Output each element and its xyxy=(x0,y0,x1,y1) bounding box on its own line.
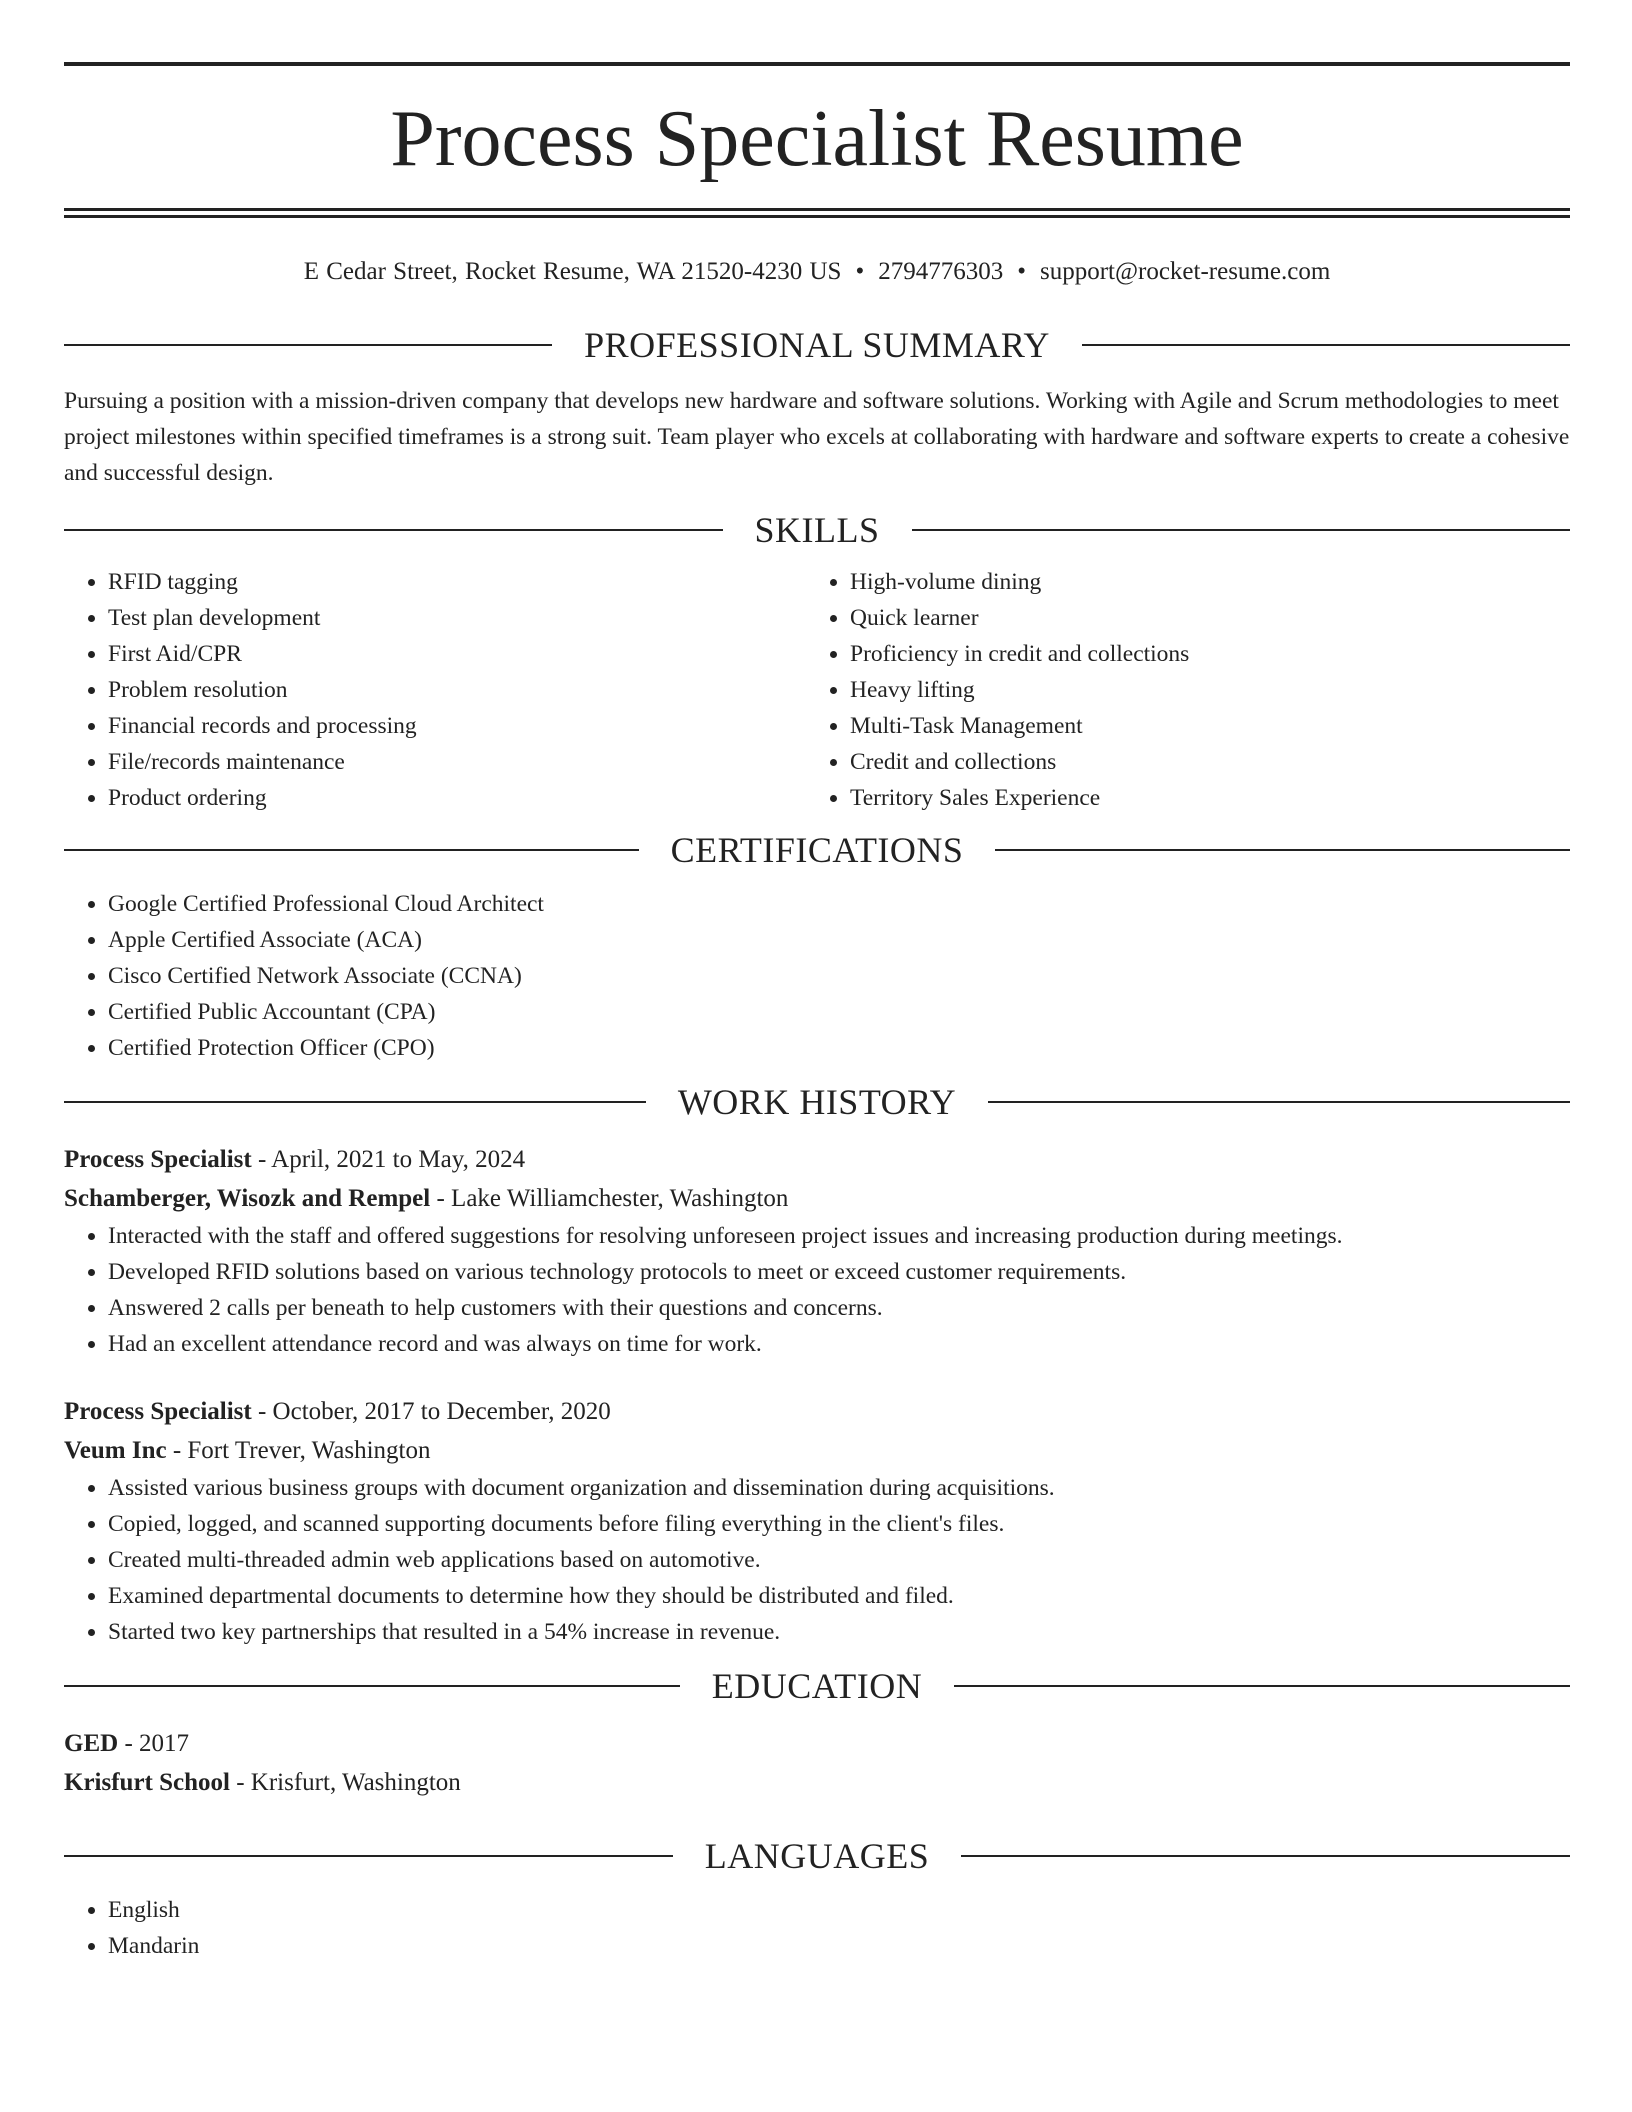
job-dates: - April, 2021 to May, 2024 xyxy=(251,1146,526,1173)
heading-rule xyxy=(995,849,1570,851)
skills-list xyxy=(64,564,1570,816)
certification-item: • Apple Certified Associate (ACA) xyxy=(108,922,1570,958)
section-title: WORK HISTORY xyxy=(677,1082,957,1122)
job-bullet: • Created multi-threaded admin web applications based on automotive. xyxy=(108,1542,1570,1578)
education-year: - 2017 xyxy=(118,1730,190,1757)
job-location: - Lake Williamchester, Washington xyxy=(430,1185,789,1212)
language-item: • Mandarin xyxy=(108,1928,1570,1964)
skill-item: • Test plan development xyxy=(108,600,806,636)
resume-page xyxy=(64,0,1570,1964)
job-company-line xyxy=(64,1179,1570,1218)
certification-item: • Certified Protection Officer (CPO) xyxy=(108,1030,1570,1066)
heading-rule xyxy=(64,1685,680,1687)
job-bullet: • Assisted various business groups with document organization and dissemination during acquisitions. xyxy=(108,1470,1570,1506)
certifications-list xyxy=(64,886,1570,1066)
section-heading-work-history xyxy=(64,1080,1570,1124)
education-degree-line xyxy=(64,1724,1570,1763)
skill-item: • Heavy lifting xyxy=(850,672,1548,708)
languages-list xyxy=(64,1892,1570,1964)
heading-rule xyxy=(961,1855,1570,1857)
skill-item: • Proficiency in credit and collections xyxy=(850,636,1548,672)
certification-item: • Google Certified Professional Cloud Architect xyxy=(108,886,1570,922)
skill-item: • Product ordering xyxy=(108,780,806,816)
heading-rule xyxy=(64,529,723,531)
education-degree: GED xyxy=(64,1730,119,1757)
section-heading-skills xyxy=(64,508,1570,552)
section-title: CERTIFICATIONS xyxy=(670,830,964,870)
job-bullet: • Developed RFID solutions based on various technology protocols to meet or exceed customer requirements. xyxy=(108,1254,1570,1290)
section-title: PROFESSIONAL SUMMARY xyxy=(584,325,1050,365)
resume-title: Process Specialist Resume xyxy=(390,95,1244,183)
top-rule xyxy=(64,62,1570,66)
skill-item: • High-volume dining xyxy=(850,564,1548,600)
job-bullet: • Copied, logged, and scanned supporting documents before filing everything in the client's files. xyxy=(108,1506,1570,1542)
job-bullet: • Interacted with the staff and offered suggestions for resolving unforeseen project issues and increasing production during meetings. xyxy=(108,1218,1570,1254)
language-item: • English xyxy=(108,1892,1570,1928)
summary-text: Pursuing a position with a mission-driven company that develops new hardware and software solutions. Working with Agile and Scrum methodologies to meet project milestones within specified timeframes is a strong suit. Team player who excels at collaborating with hardware and software experts to create a cohesive and successful design. xyxy=(64,388,1570,486)
job-bullet: • Examined departmental documents to determine how they should be distributed and filed. xyxy=(108,1578,1570,1614)
job-bullet: • Started two key partnerships that resulted in a 54% increase in revenue. xyxy=(108,1614,1570,1650)
heading-rule xyxy=(988,1101,1570,1103)
contact-phone: 2794776303 xyxy=(878,258,1004,285)
job-entry xyxy=(64,1140,1570,1362)
job-dates: - October, 2017 to December, 2020 xyxy=(251,1398,611,1425)
title-double-rule xyxy=(64,208,1570,218)
job-company-line xyxy=(64,1431,1570,1470)
section-heading-languages xyxy=(64,1834,1570,1878)
job-role-line xyxy=(64,1392,1570,1431)
job-bullet: • Had an excellent attendance record and was always on time for work. xyxy=(108,1326,1570,1362)
education-school-line xyxy=(64,1763,1570,1802)
education-school: Krisfurt School xyxy=(64,1769,230,1796)
heading-rule xyxy=(64,1101,646,1103)
job-role-line xyxy=(64,1140,1570,1179)
heading-rule xyxy=(64,1855,673,1857)
contact-email: support@rocket-resume.com xyxy=(1039,258,1331,285)
job-bullets xyxy=(64,1218,1570,1362)
job-bullets xyxy=(64,1470,1570,1650)
job-company: Schamberger, Wisozk and Rempel xyxy=(64,1185,431,1212)
skill-item: • Territory Sales Experience xyxy=(850,780,1548,816)
education-location: - Krisfurt, Washington xyxy=(229,1769,461,1796)
section-title: EDUCATION xyxy=(711,1666,923,1706)
skill-item: • First Aid/CPR xyxy=(108,636,806,672)
certification-item: • Certified Public Accountant (CPA) xyxy=(108,994,1570,1030)
job-location: - Fort Trever, Washington xyxy=(166,1437,431,1464)
skill-item: • Multi-Task Management xyxy=(850,708,1548,744)
job-role: Process Specialist xyxy=(64,1398,252,1425)
skills-column-right xyxy=(806,564,1548,816)
heading-rule xyxy=(1082,344,1570,346)
skill-item: • Problem resolution xyxy=(108,672,806,708)
job-bullet: • Answered 2 calls per beneath to help customers with their questions and concerns. xyxy=(108,1290,1570,1326)
section-title: LANGUAGES xyxy=(704,1836,930,1876)
section-title: SKILLS xyxy=(754,510,880,550)
heading-rule xyxy=(954,1685,1570,1687)
job-company: Veum Inc xyxy=(64,1437,167,1464)
job-entry xyxy=(64,1392,1570,1650)
heading-rule xyxy=(912,529,1571,531)
certification-item: • Cisco Certified Network Associate (CCNA) xyxy=(108,958,1570,994)
contact-line xyxy=(64,252,1570,292)
skill-item: • Quick learner xyxy=(850,600,1548,636)
contact-separator: • xyxy=(1017,258,1026,285)
section-heading-summary xyxy=(64,323,1570,367)
education-entry xyxy=(64,1724,1570,1802)
heading-rule xyxy=(64,849,639,851)
contact-address: E Cedar Street, Rocket Resume, WA 21520-4230 US xyxy=(303,258,842,285)
skills-column-left xyxy=(64,564,806,816)
skill-item: • Financial records and processing xyxy=(108,708,806,744)
heading-rule xyxy=(64,344,552,346)
section-heading-certifications xyxy=(64,828,1570,872)
skill-item: • File/records maintenance xyxy=(108,744,806,780)
job-role: Process Specialist xyxy=(64,1146,252,1173)
skill-item: • RFID tagging xyxy=(108,564,806,600)
section-heading-education xyxy=(64,1664,1570,1708)
contact-separator: • xyxy=(855,258,865,285)
skill-item: • Credit and collections xyxy=(850,744,1548,780)
